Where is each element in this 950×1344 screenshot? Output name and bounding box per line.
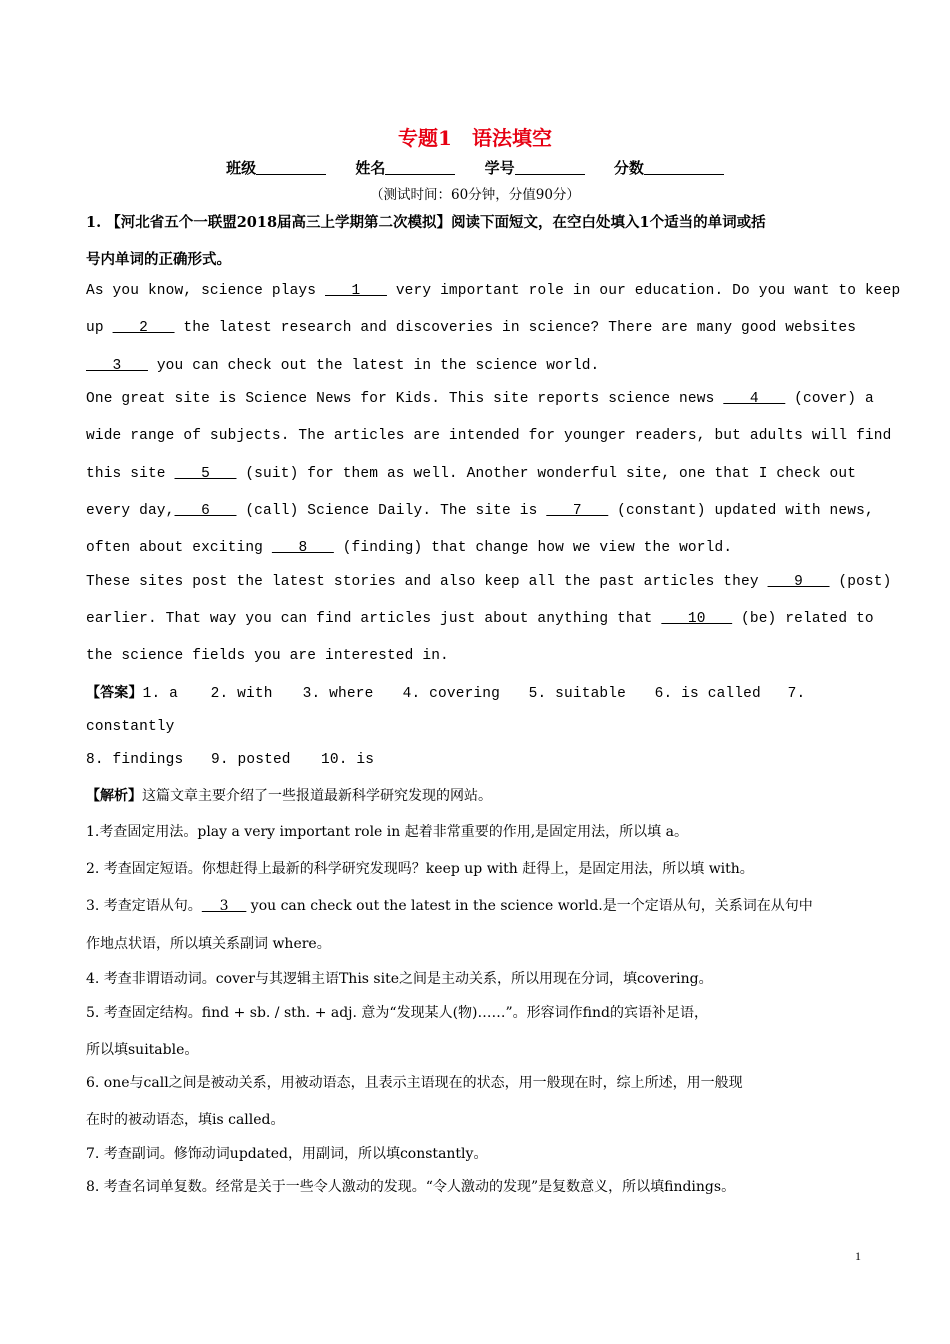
score-label: 分数 <box>613 159 644 177</box>
answer-2: 2. with <box>210 686 273 702</box>
passage-line <box>86 391 874 407</box>
explanation-3-blank: 3 <box>201 898 247 914</box>
explanation-3-prefix: 3. 考查定语从句。 <box>86 898 202 914</box>
passage-line <box>86 503 874 519</box>
answer-row <box>86 682 805 702</box>
passage-text: this site <box>86 466 175 482</box>
blank-7[interactable]: 7 <box>546 503 609 519</box>
explanation-3-rest: you can check out the latest in the science world.是一个定语从句，关系词在从句中 <box>246 898 813 914</box>
blank-10[interactable]: 10 <box>661 611 733 627</box>
blank-5[interactable]: 5 <box>174 466 237 482</box>
answer-7-continued: constantly <box>86 719 175 735</box>
passage-text: These sites post the latest stories and also keep all the past articles they <box>86 574 768 590</box>
passage-text: very important role in our education. Do you want to keep <box>386 283 901 299</box>
passage-text: (call) Science Daily. The site is <box>236 503 547 519</box>
passage-text: (suit) for them as well. Another wonderful site, one that I check out <box>236 466 857 482</box>
student-info-row <box>0 157 950 178</box>
question-number: 1. <box>86 214 102 231</box>
explanation-6-line-2: 在时的被动语态，填is called。 <box>86 1112 285 1128</box>
analysis-intro-text: 这篇文章主要介绍了一些报道最新科学研究发现的网站。 <box>142 788 492 804</box>
blank-6[interactable]: 6 <box>174 503 237 519</box>
passage-text: earlier. That way you can find articles just about anything that <box>86 611 662 627</box>
question-heading <box>86 211 766 232</box>
passage-text: up <box>86 320 113 336</box>
passage-text: the latest research and discoveries in science? There are many good websites <box>174 320 857 336</box>
question-source: 【河北省五个一联盟2018届高三上学期第二次模拟】 <box>106 214 452 231</box>
explanation-2: 2. 考查固定短语。你想赶得上最新的科学研究发现吗？keep up with 赶得上，是固定用法，所以填 with。 <box>86 861 754 877</box>
explanation-1: 1.考查固定用法。play a very important role in 起着非常重要的作用,是固定用法，所以填 a。 <box>86 824 688 840</box>
answer-7: 7. <box>787 686 806 702</box>
answer-3: 3. where <box>302 686 374 702</box>
page-title: 专题1 语法填空 <box>398 126 552 150</box>
explanation-8: 8. 考查名词单复数。经常是关于一些令人激动的发现。“令人激动的发现”是复数意义，所以填findings。 <box>86 1179 736 1195</box>
passage-text: every day, <box>86 503 175 519</box>
passage-line <box>86 574 892 590</box>
answer-8: 8. findings <box>86 752 184 768</box>
explanation-3-line-2: 作地点状语，所以填关系副词 where。 <box>86 936 331 952</box>
answer-label: 【答案】 <box>86 685 143 701</box>
blank-3[interactable]: 3 <box>86 358 148 374</box>
analysis-intro <box>86 785 492 805</box>
blank-9[interactable]: 9 <box>767 574 830 590</box>
passage-text: you can check out the latest in the science world. <box>147 358 600 374</box>
explanation-6: 6. one与call之间是被动关系，用被动语态，且表示主语现在的状态，用一般现在时，综上所述，用一般现 <box>86 1075 743 1091</box>
passage-line: the science fields you are interested in. <box>86 648 449 664</box>
answer-5: 5. suitable <box>528 686 626 702</box>
class-blank[interactable] <box>256 160 326 175</box>
passage-text: often about exciting <box>86 540 272 556</box>
score-blank[interactable] <box>644 160 724 175</box>
passage-line <box>86 283 900 299</box>
page-number: 1 <box>855 1249 861 1263</box>
answer-6: 6. is called <box>654 686 761 702</box>
passage-text: (cover) a <box>785 391 874 407</box>
name-blank[interactable] <box>385 160 455 175</box>
passage-text: (finding) that change how we view the world. <box>333 540 733 556</box>
passage-line <box>86 320 856 336</box>
blank-2[interactable]: 2 <box>112 320 175 336</box>
blank-4[interactable]: 4 <box>723 391 786 407</box>
analysis-label: 【解析】 <box>86 788 142 804</box>
passage-text: (be) related to <box>732 611 874 627</box>
explanation-4: 4. 考查非谓语动词。cover与其逻辑主语This site之间是主动关系，所以用现在分词，填covering。 <box>86 971 713 987</box>
id-label: 学号 <box>484 159 515 177</box>
explanation-3 <box>86 895 813 915</box>
passage-line <box>86 466 856 482</box>
id-blank[interactable] <box>515 160 585 175</box>
answer-4: 4. covering <box>402 686 500 702</box>
answer-9: 9. posted <box>211 752 291 768</box>
passage-line <box>86 358 599 374</box>
answer-row <box>86 752 374 768</box>
name-label: 姓名 <box>355 159 386 177</box>
blank-1[interactable]: 1 <box>325 283 387 299</box>
answer-10: 10. is <box>321 752 375 768</box>
time-note: （测试时间：60分钟，分值90分） <box>370 187 580 203</box>
passage-line <box>86 611 874 627</box>
passage-line <box>86 540 732 556</box>
passage-text: (constant) updated with news, <box>608 503 874 519</box>
question-instruction-1: 阅读下面短文，在空白处填入1个适当的单词或括 <box>451 214 766 231</box>
passage-text: (post) <box>829 574 892 590</box>
blank-8[interactable]: 8 <box>271 540 334 556</box>
explanation-7: 7. 考查副词。修饰动词updated，用副词，所以填constantly。 <box>86 1146 488 1162</box>
passage-text: As you know, science plays <box>86 283 325 299</box>
explanation-5: 5. 考查固定结构。find + sb. / sth. + adj. 意为“发现某人(物)……”。形容词作find的宾语补足语， <box>86 1005 708 1021</box>
passage-line: wide range of subjects. The articles are intended for younger readers, but adults will find <box>86 428 892 444</box>
passage-text: One great site is Science News for Kids. This site reports science news <box>86 391 724 407</box>
answer-1: 1. a <box>142 686 179 702</box>
class-label: 班级 <box>226 159 257 177</box>
question-instruction-2: 号内单词的正确形式。 <box>86 251 231 268</box>
explanation-5-line-2: 所以填suitable。 <box>86 1042 199 1058</box>
